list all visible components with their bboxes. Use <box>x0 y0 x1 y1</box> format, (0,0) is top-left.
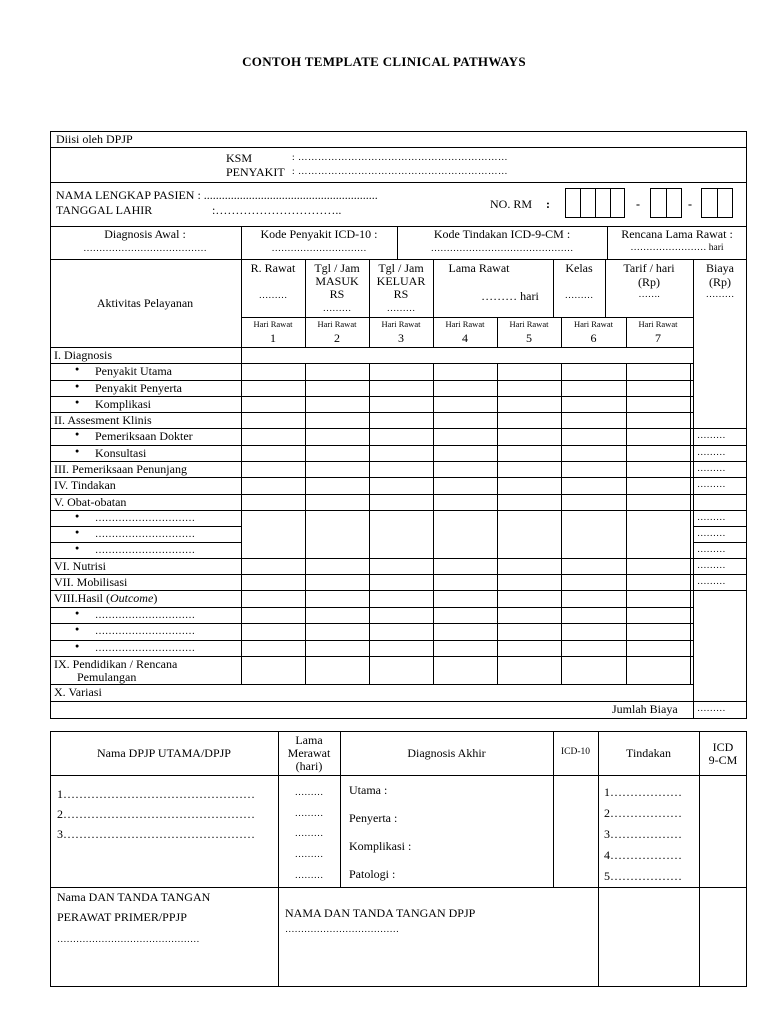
activity-text: ………………………… <box>95 513 195 524</box>
hari-rawat-day-7: 7 <box>655 331 661 345</box>
bullet-icon: ● <box>75 642 80 650</box>
diag-komplikasi-label: Komplikasi : <box>349 839 412 853</box>
biaya-field[interactable]: ……… <box>705 290 735 300</box>
rencana-label: Rencana Lama Rawat : <box>621 227 733 241</box>
lama-rawat-header: Lama Rawat <box>448 261 510 275</box>
lama-merawat-header-2: Merawat <box>287 746 331 760</box>
activity-sub-item <box>95 429 193 444</box>
ttd-perawat-label-2: PERAWAT PRIMER/PPJP <box>57 910 187 924</box>
rm-dash-2: - <box>688 197 692 211</box>
kelas-field[interactable]: ……… <box>564 291 594 301</box>
biaya-row-field[interactable]: ……… <box>697 464 726 474</box>
activity-text: ………………………… <box>95 643 195 654</box>
tgl-keluar-field[interactable]: ……… <box>386 304 416 314</box>
bullet-icon: ● <box>75 430 80 438</box>
activity-sub-item[interactable] <box>95 513 195 524</box>
no-rm-colon: : <box>546 197 550 211</box>
activity-section <box>54 462 187 477</box>
diag-penyerta-label: Penyerta : <box>349 811 398 825</box>
activity-text: VIII.Hasil ( <box>54 591 110 605</box>
tindakan-line-4[interactable]: 4……………… <box>604 848 682 862</box>
dpjp-line-3[interactable]: 3………………………………………… <box>57 827 255 841</box>
activity-section <box>54 685 102 700</box>
activity-text: Konsultasi <box>95 446 147 460</box>
ttd-dpjp-field[interactable]: ……………………………… <box>285 925 399 935</box>
activity-text: II. Assesment Klinis <box>54 413 152 427</box>
activity-text: ………………………… <box>95 626 195 637</box>
nama-dpjp-header: Nama DPJP UTAMA/DPJP <box>97 746 231 760</box>
tindakan-line-3[interactable]: 3……………… <box>604 827 682 841</box>
r-rawat-field[interactable]: ……… <box>258 291 288 301</box>
activity-sub-item[interactable] <box>95 626 195 637</box>
biaya-row-field[interactable]: ……… <box>697 529 726 539</box>
diag-utama-label: Utama : <box>349 783 388 797</box>
dpjp-line-1[interactable]: 1………………………………………… <box>57 787 255 801</box>
ttd-perawat-field[interactable]: ……………………………………… <box>57 935 200 945</box>
dpjp-line-2[interactable]: 2………………………………………… <box>57 807 255 821</box>
activity-sub-item <box>95 446 146 461</box>
ksm-field[interactable]: : ……………………………………………………… <box>292 153 509 163</box>
diagnosis-awal-field[interactable]: ………………………………… <box>83 244 207 254</box>
hari-rawat-day-3: 3 <box>398 331 404 345</box>
lama-line-4[interactable]: ……… <box>294 850 324 860</box>
ksm-label: KSM <box>226 151 253 165</box>
ttd-dpjp-label: NAMA DAN TANDA TANGAN DPJP <box>285 906 476 920</box>
activity-text-italic: Outcome <box>109 591 154 605</box>
tgl-keluar-header-2: KELUAR <box>376 274 426 288</box>
activity-sub-item[interactable] <box>95 545 195 556</box>
tarif-header-2: (Rp) <box>638 275 660 289</box>
tgl-masuk-field[interactable]: ……… <box>322 304 352 314</box>
activity-text: Penyakit Penyerta <box>95 381 182 395</box>
hari-rawat-day-6: 6 <box>590 331 597 345</box>
penyakit-label: PENYAKIT <box>226 165 285 179</box>
icd9-bottom-header-1: ICD <box>712 740 734 754</box>
ttd-perawat-label-1: Nama DAN TANDA TANGAN <box>57 890 211 904</box>
hari-rawat-label: Hari Rawat <box>509 319 549 329</box>
tindakan-header: Tindakan <box>626 746 671 760</box>
rencana-field[interactable]: …………………… hari <box>630 243 724 253</box>
hari-rawat-day-2: 2 <box>334 331 340 345</box>
activity-text: VII. Mobilisasi <box>54 575 128 589</box>
activity-sub-item <box>95 397 151 412</box>
activity-text: ………………………… <box>95 610 195 621</box>
activity-text: VI. Nutrisi <box>54 559 106 573</box>
activity-section <box>54 478 116 493</box>
activity-text: Komplikasi <box>95 397 151 411</box>
icd10-bottom-header: ICD-10 <box>560 747 591 757</box>
icd9-bottom-header-2: 9-CM <box>708 753 738 767</box>
bullet-icon: ● <box>75 544 80 552</box>
activity-text: Pemeriksaan Dokter <box>95 429 193 443</box>
diisi-label: Diisi oleh DPJP <box>56 132 133 146</box>
activity-text: ………………………… <box>95 529 195 540</box>
hari-rawat-label: Hari Rawat <box>638 319 678 329</box>
page-title: CONTOH TEMPLATE CLINICAL PATHWAYS <box>242 54 526 69</box>
hari-rawat-label: Hari Rawat <box>253 319 293 329</box>
biaya-header-2: (Rp) <box>709 275 731 289</box>
tgl-masuk-header-1: Tgl / Jam <box>314 261 360 275</box>
activity-section <box>54 575 127 590</box>
bullet-icon: ● <box>75 365 80 373</box>
bullet-icon: ● <box>75 382 80 390</box>
bullet-icon: ● <box>75 609 80 617</box>
nama-pasien-field[interactable]: NAMA LENGKAP PASIEN : .......................................................... <box>56 188 378 202</box>
penyakit-field[interactable]: : ……………………………………………………… <box>292 167 509 177</box>
activity-section <box>54 495 126 510</box>
activity-sub-item[interactable] <box>95 610 195 621</box>
diagnosis-awal-label: Diagnosis Awal : <box>104 227 186 241</box>
icd9-label: Kode Tindakan ICD-9-CM : <box>433 227 571 241</box>
r-rawat-header: R. Rawat <box>250 261 296 275</box>
activity-sub-item <box>95 364 172 379</box>
activity-text: V. Obat-obatan <box>54 495 127 509</box>
diag-patologi-label: Patologi : <box>349 867 396 881</box>
lama-merawat-header-3: (hari) <box>295 759 323 773</box>
no-rm-label: NO. RM <box>490 197 533 211</box>
tindakan-line-2[interactable]: 2……………… <box>604 806 682 820</box>
diagnosis-akhir-header: Diagnosis Akhir <box>407 746 486 760</box>
tarif-header-1: Tarif / hari <box>623 261 675 275</box>
activity-text: IX. Pendidikan / Rencana <box>54 657 178 671</box>
rm-dash-1: - <box>636 197 640 211</box>
lama-line-2[interactable]: ……… <box>294 809 324 819</box>
biaya-row-field[interactable]: ……… <box>697 448 726 458</box>
activity-text: Penyakit Utama <box>95 364 172 378</box>
hari-rawat-label: Hari Rawat <box>574 319 613 329</box>
biaya-row-field[interactable]: ……… <box>697 561 726 571</box>
jumlah-biaya-field[interactable]: ……… <box>697 704 726 714</box>
icd9-field[interactable]: ……………………………………… <box>430 244 574 254</box>
activity-text: III. Pemeriksaan Penunjang <box>54 462 187 476</box>
lama-line-1[interactable]: ……… <box>294 788 324 798</box>
biaya-row-field[interactable]: ……… <box>697 545 726 555</box>
biaya-row-field[interactable]: ……… <box>697 480 726 490</box>
biaya-row-field[interactable]: ……… <box>697 513 726 523</box>
biaya-header-1: Biaya <box>706 261 734 275</box>
bullet-icon: ● <box>75 512 80 520</box>
hari-rawat-day-5: 5 <box>526 331 532 345</box>
activity-sub-item <box>95 381 182 396</box>
biaya-row-field[interactable]: ……… <box>697 577 726 587</box>
activity-text-after: ) <box>153 591 158 605</box>
lama-line-5[interactable]: ……… <box>294 871 324 881</box>
activity-section <box>54 559 106 574</box>
biaya-row-field[interactable]: ……… <box>697 431 726 441</box>
activity-section <box>54 591 157 606</box>
tindakan-line-1[interactable]: 1……………… <box>604 785 682 799</box>
hari-rawat-label: Hari Rawat <box>317 319 357 329</box>
tgl-masuk-header-2: MASUK <box>315 274 359 288</box>
jumlah-biaya-label: Jumlah Biaya <box>612 702 678 716</box>
activity-section <box>54 348 112 363</box>
bullet-icon: ● <box>75 625 80 633</box>
activity-section <box>54 413 152 428</box>
lama-rawat-field[interactable]: ……… hari <box>481 289 539 303</box>
activity-text: ………………………… <box>95 545 195 556</box>
tindakan-line-5[interactable]: 5……………… <box>604 869 682 883</box>
tarif-field[interactable]: ……. <box>638 290 660 300</box>
hari-rawat-label: Hari Rawat <box>445 319 485 329</box>
tanggal-lahir-field[interactable]: :………………………….. <box>212 203 342 217</box>
bullet-icon: ● <box>75 447 80 455</box>
activity-sub-item[interactable] <box>95 643 195 654</box>
hari-rawat-day-1: 1 <box>270 331 276 345</box>
activity-sub-item[interactable] <box>95 529 195 540</box>
icd10-field[interactable]: ………………………… <box>271 244 367 254</box>
tgl-keluar-header-3: RS <box>393 287 409 301</box>
bullet-icon: ● <box>75 528 80 536</box>
hari-rawat-day-4: 4 <box>462 331 468 345</box>
tgl-masuk-header-3: RS <box>329 287 345 301</box>
tgl-keluar-header-1: Tgl / Jam <box>378 261 424 275</box>
aktivitas-pelayanan-header: Aktivitas Pelayanan <box>96 296 194 310</box>
kelas-header: Kelas <box>565 261 593 275</box>
activity-text: IV. Tindakan <box>54 478 116 492</box>
bullet-icon: ● <box>75 398 80 406</box>
lama-merawat-header-1: Lama <box>295 733 323 747</box>
tanggal-lahir-label: TANGGAL LAHIR <box>56 203 153 217</box>
hari-rawat-label: Hari Rawat <box>381 319 421 329</box>
activity-text-2: Pemulangan <box>77 670 137 684</box>
lama-line-3[interactable]: ……… <box>294 829 324 839</box>
activity-text: X. Variasi <box>54 685 102 699</box>
icd10-label: Kode Penyakit ICD-10 : <box>260 227 378 241</box>
activity-text: I. Diagnosis <box>54 348 112 362</box>
